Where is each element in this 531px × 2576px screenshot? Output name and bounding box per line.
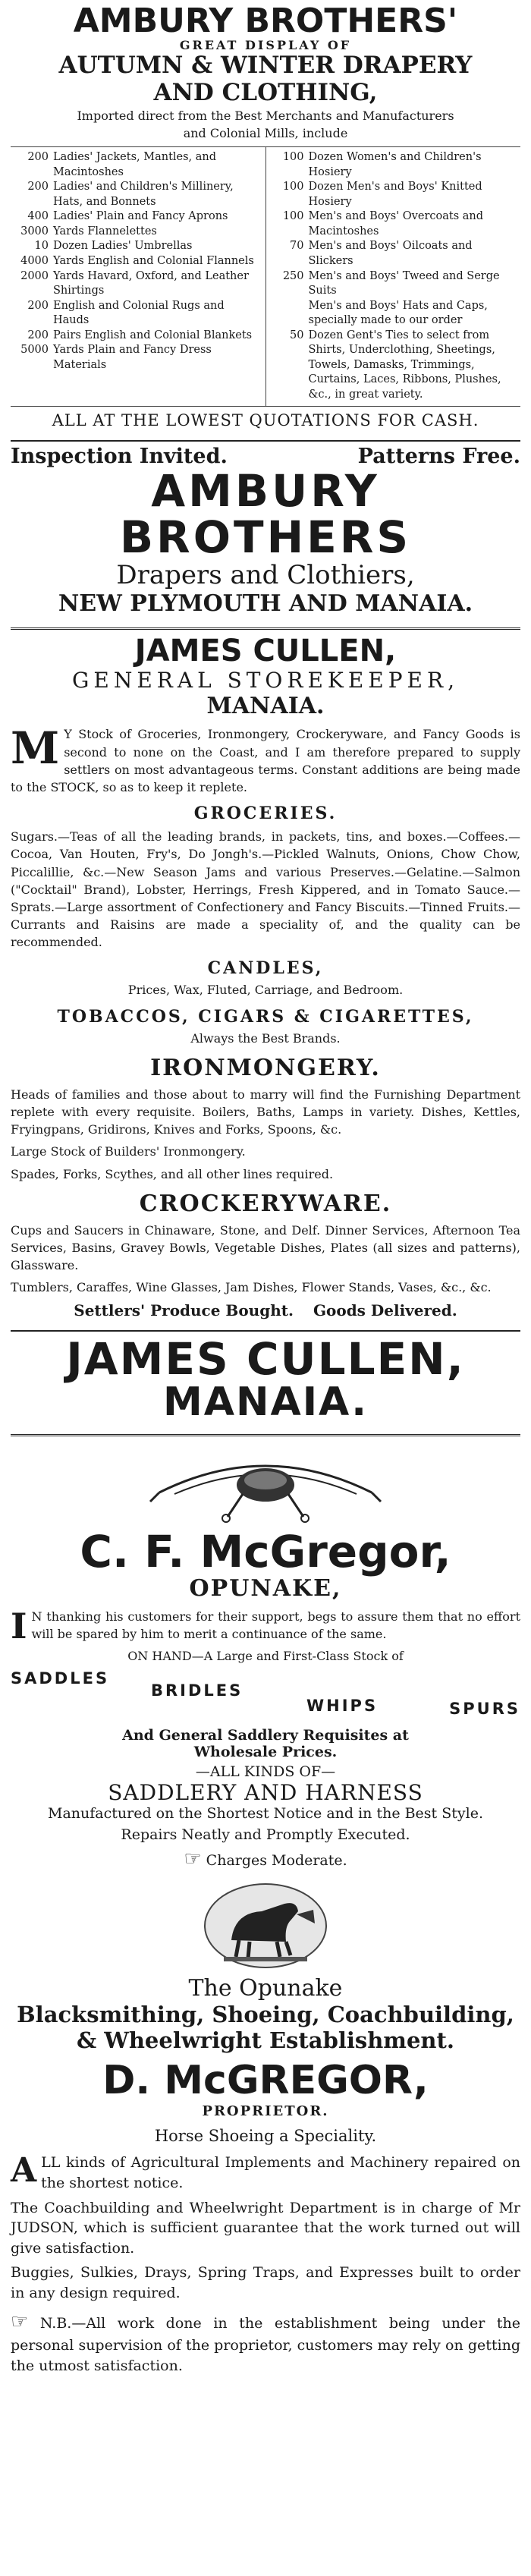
repairs: Repairs Neatly and Promptly Executed. (121, 1826, 410, 1844)
stock-quantity: 50 (290, 329, 304, 341)
divider (11, 1434, 520, 1436)
general-storekeeper: GENERAL STOREKEEPER, (72, 668, 459, 694)
ironmongery-text: Heads of families and those about to marry will find the Furnishing Department replete with every requisite. Boilers, Baths, Lamps in variety. Dishes, Kettles, Fryingpans, Gridirons, Knives and Forks, Spoons, &c. (11, 1087, 520, 1137)
cf-mcgregor-title: C. F. McGregor, (80, 1526, 451, 1577)
cullen-advertisement (0, 634, 531, 1436)
divider (11, 1330, 520, 1332)
general-saddlery: And General Saddlery Requisites at (122, 1727, 409, 1744)
stock-description: Ladies' Plain and Fancy Aprons (53, 210, 228, 223)
stock-description: Men's and Boys' Tweed and Serge Suits (308, 269, 500, 297)
crockeryware-heading: CROCKERYWARE. (139, 1190, 392, 1217)
charges-row (11, 1848, 520, 1870)
cullen-intro (11, 722, 520, 796)
inspection-row (11, 445, 520, 468)
stock-description: Yards Plain and Fancy Dress Materials (53, 344, 212, 371)
stock-item (15, 180, 261, 209)
stock-description: Ladies' and Children's Millinery, Hats, and Bonnets (53, 181, 234, 208)
wholesale-prices: Wholesale Prices. (193, 1744, 338, 1761)
settlers-produce: Settlers' Produce Bought. (74, 1301, 294, 1319)
buggies-text: Buggies, Sulkies, Drays, Spring Traps, and Expresses built to order in any design required. (11, 2264, 520, 2302)
ironmongery-heading: IRONMONGERY. (150, 1054, 381, 1081)
candles-text: Prices, Wax, Fluted, Carriage, and Bedroom. (127, 983, 404, 998)
tobacco-heading: TOBACCOS, CIGARS & CIGARETTES, (57, 1006, 474, 1027)
on-hand: ON HAND—A Large and First-Class Stock of (127, 1649, 404, 1664)
stock-description: Dozen Gent's Ties to select from Shirts, Underclothing, Sheetings, Towels, Damasks, Trimmings, Curtains, Laces, Ribbons, Plushes, &c., in great variety. (308, 329, 501, 401)
charges-moderate: Charges Moderate. (206, 1852, 347, 1870)
stock-quantity (271, 299, 309, 329)
ambury-left-column (11, 147, 266, 406)
drapers-clothiers: Drapers and Clothiers, (116, 560, 415, 591)
stock-description: Dozen Men's and Boys' Knitted Hosiery (308, 181, 482, 208)
nb-row (11, 2308, 520, 2376)
ambury-right-column (266, 147, 521, 406)
stock-item (15, 254, 261, 269)
stock-quantity: 10 (34, 240, 49, 253)
groceries-heading: GROCERIES. (193, 804, 338, 824)
divider (11, 440, 520, 442)
stock-quantity: 2000 (20, 269, 49, 282)
import-line-2: and Colonial Mills, include (183, 125, 348, 140)
nb-text: N.B.—All work done in the establishment being under the personal supervision of the proprietor, customers may rely on getting the utmost satisfaction. (11, 2314, 520, 2374)
stock-quantity: 200 (27, 299, 49, 312)
cullen-town: MANAIA. (206, 693, 325, 720)
all-kinds: —ALL KINDS OF— (195, 1763, 336, 1781)
stock-description: Dozen Ladies' Umbrellas (53, 240, 193, 253)
saddle-emblem-icon (11, 1447, 520, 1523)
stock-item (15, 343, 261, 373)
whips-label: WHIPS (306, 1697, 379, 1716)
stock-description: Yards Flannelettes (53, 225, 157, 237)
proprietor: PROPRIETOR. (202, 2103, 329, 2120)
spurs-label: SPURS (449, 1700, 520, 1719)
crockeryware-text: Cups and Saucers in Chinaware, Stone, and Delf. Dinner Services, Afternoon Tea Services, Basins, Gravey Bowls, Vegetable Dishes, Plates (all sizes and patterns), Glassware. (11, 1222, 520, 1273)
stock-description: Yards English and Colonial Flannels (53, 254, 254, 267)
coachbuilding-text: The Coachbuilding and Wheelwright Department is in charge of Mr JUDSON, which is sufficient guarantee that the work turned out will give satisfaction. (11, 2199, 520, 2257)
stock-item (271, 299, 517, 329)
candles-heading: CANDLES, (207, 958, 324, 979)
clothing-headline: AND CLOTHING, (153, 79, 378, 107)
stock-item (15, 239, 261, 254)
stock-description: Men's and Boys' Oilcoats and Slickers (308, 240, 473, 267)
cf-thanks (11, 1605, 520, 1647)
ambury-brothers-big: AMBURY BROTHERS (119, 464, 412, 563)
drop-cap: A (11, 2151, 37, 2191)
horse-illustration-icon (11, 1881, 520, 1971)
stock-quantity: 100 (282, 181, 304, 193)
d-mcgregor-title: D. McGREGOR, (102, 2058, 429, 2104)
cullen-title: JAMES CULLEN, (134, 634, 397, 669)
stock-quantity: 200 (27, 151, 49, 164)
crockeryware-tumblers: Tumblers, Caraffes, Wine Glasses, Jam Dishes, Flower Stands, Vases, &c., &c. (11, 1280, 492, 1295)
stock-item (15, 225, 261, 240)
cf-mcgregor-advertisement (0, 1447, 531, 1870)
stock-description: Men's and Boys' Hats and Caps, specially made to our order (308, 299, 488, 327)
divider (11, 627, 520, 630)
stock-quantity: 250 (282, 269, 304, 282)
stock-quantity: 3000 (20, 225, 49, 237)
stock-item (15, 269, 261, 299)
bridles-label: BRIDLES (151, 1681, 244, 1700)
goods-delivered: Goods Delivered. (313, 1301, 457, 1319)
cf-town: OPUNAKE, (189, 1574, 342, 1602)
the-opunake: The Opunake (188, 1975, 343, 2002)
ironmongery-spades: Spades, Forks, Scythes, and all other lines required. (11, 1166, 334, 1181)
tobacco-text: Always the Best Brands. (190, 1030, 341, 1046)
saddlery-harness: SADDLERY AND HARNESS (108, 1780, 423, 1806)
ambury-title: AMBURY BROTHERS' (73, 2, 458, 40)
stock-item (271, 269, 517, 299)
stock-item (271, 150, 517, 180)
stock-item (271, 239, 517, 269)
stock-description: Dozen Women's and Children's Hosiery (308, 151, 482, 178)
stock-quantity: 5000 (20, 344, 49, 357)
drop-cap: I (11, 1605, 27, 1647)
wheelwright-line: & Wheelwright Establishment. (76, 2027, 454, 2054)
produce-row (11, 1301, 520, 1319)
inspection-invited: Inspection Invited. (11, 444, 228, 468)
ambury-stock-list (11, 146, 520, 407)
stock-description: Men's and Boys' Overcoats and Macintoshes (308, 210, 484, 237)
stock-item (15, 299, 261, 329)
ambury-towns: NEW PLYMOUTH AND MANAIA. (58, 590, 473, 618)
stock-item (271, 209, 517, 239)
stock-item (15, 209, 261, 225)
groceries-text: Sugars.—Teas of all the leading brands, in packets, tins, and boxes.—Coffees.—Cocoa, Van Houten, Fry's, Do Jongh's.—Pickled Walnuts, Onions, Chow Chow, Piccalillie, &c.—New Season Jams and various Preserves.—Gelatine.—Salmon ("Cocktail" Brand), Lobster, Herrings, Fresh Kippered, and in Tomato Sauce.—Sprats.—Large assortment of Confectionery and Fancy Biscuits.—Tinned Fruits.—Currants and Raisins are made a speciality of, and the quality can be recommended. (11, 829, 520, 950)
stock-quantity: 70 (290, 240, 304, 253)
drop-cap: M (11, 722, 60, 775)
patterns-free: Patterns Free. (357, 444, 520, 468)
great-display-heading: GREAT DISPLAY OF (179, 38, 352, 53)
d-mcgregor-advertisement (0, 1881, 531, 2376)
stock-quantity: 400 (27, 210, 49, 223)
pointing-hand-icon: ☞ (11, 2310, 29, 2333)
stock-quantity: 100 (282, 151, 304, 164)
import-line-1: Imported direct from the Best Merchants and Manufacturers (77, 108, 454, 123)
lowest-quotations: ALL AT THE LOWEST QUOTATIONS FOR CASH. (52, 410, 479, 429)
pointing-hand-icon: ☞ (184, 1848, 202, 1871)
saddlery-items (11, 1665, 520, 1721)
stock-quantity: 200 (27, 329, 49, 341)
ironmongery-builders: Large Stock of Builders' Ironmongery. (11, 1144, 246, 1159)
cf-thanks-text: N thanking his customers for their support, begs to assure them that no effort will be spared by him to merit a continuance of the same. (31, 1609, 520, 1642)
stock-item (15, 150, 261, 180)
stock-description: Yards Havard, Oxford, and Leather Shirtings (53, 269, 249, 297)
cullen-town-big: MANAIA. (162, 1379, 369, 1426)
stock-quantity: 4000 (20, 254, 49, 267)
stock-item (271, 180, 517, 209)
autumn-winter-headline: AUTUMN & WINTER DRAPERY (58, 52, 473, 80)
cullen-intro-text: Y Stock of Groceries, Ironmongery, Crockeryware, and Fancy Goods is second to none on the Coast, and I am therefore prepared to supply settlers on most advantageous terms. Constant additions are being made to the STOCK, so as to keep it replete. (11, 727, 520, 794)
saddles-label: SADDLES (11, 1669, 110, 1688)
horse-shoeing: Horse Shoeing a Speciality. (154, 2127, 377, 2146)
ambury-advertisement (0, 3, 531, 630)
stock-quantity: 100 (282, 210, 304, 223)
manufactured: Manufactured on the Shortest Notice and in the Best Style. (48, 1805, 483, 1823)
stock-item (15, 329, 261, 344)
agricultural-repairs (11, 2153, 520, 2193)
stock-item (271, 329, 517, 403)
stock-quantity: 200 (27, 181, 49, 193)
blacksmithing-line: Blacksmithing, Shoeing, Coachbuilding, (17, 2002, 514, 2028)
agricultural-repairs-text: LL kinds of Agricultural Implements and Machinery repaired on the shortest notice. (41, 2154, 520, 2192)
cullen-name-big: JAMES CULLEN, (66, 1332, 465, 1385)
stock-description: Pairs English and Colonial Blankets (53, 329, 253, 341)
stock-description: Ladies' Jackets, Mantles, and Macintoshes (53, 151, 217, 178)
stock-description: English and Colonial Rugs and Hauds (53, 299, 225, 327)
